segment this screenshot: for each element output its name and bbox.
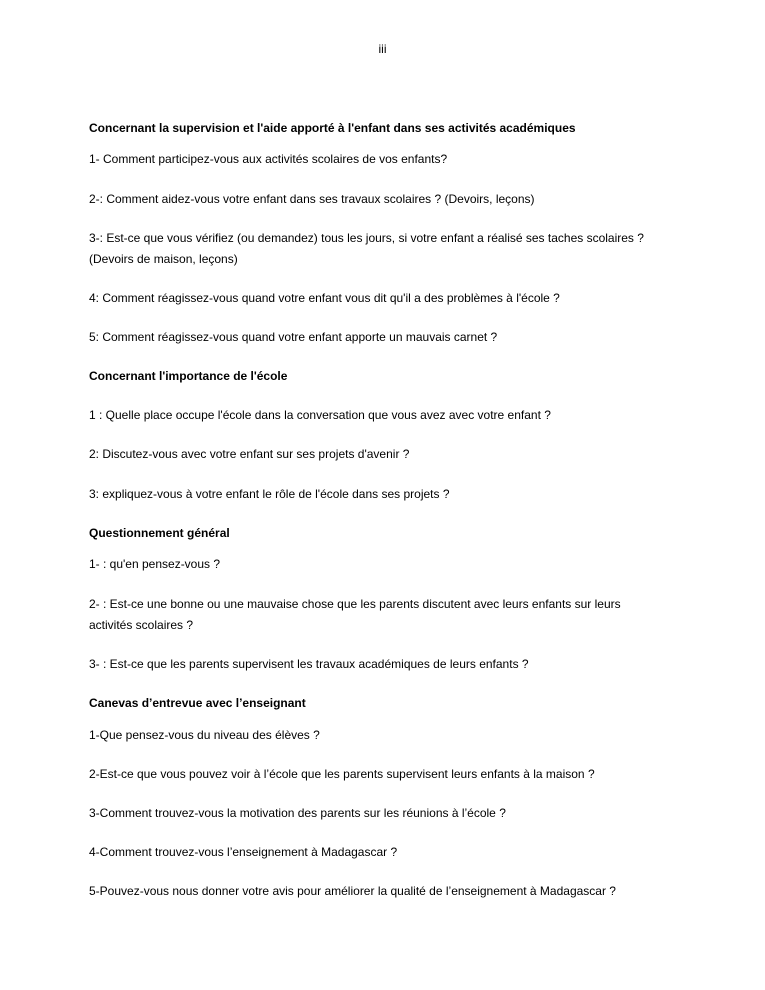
question-teacher-5: 5-Pouvez-vous nous donner votre avis pour améliorer la qualité de l’enseignement à Madagascar ?: [89, 884, 616, 898]
question-supervision-2: 2-: Comment aidez-vous votre enfant dans ses travaux scolaires ? (Devoirs, leçons): [89, 192, 535, 206]
section-heading-teacher: Canevas d’entrevue avec l’enseignant: [89, 696, 306, 710]
question-supervision-3-line2: (Devoirs de maison, leçons): [89, 252, 238, 266]
question-importance-2: 2: Discutez-vous avec votre enfant sur ses projets d'avenir ?: [89, 447, 410, 461]
question-teacher-1: 1-Que pensez-vous du niveau des élèves ?: [89, 728, 320, 742]
question-supervision-3-line1: 3-: Est-ce que vous vérifiez (ou demandez) tous les jours, si votre enfant a réalisé ses taches scolaires ?: [89, 231, 644, 245]
question-importance-1: 1 : Quelle place occupe l'école dans la conversation que vous avez avec votre enfant ?: [89, 408, 551, 422]
question-supervision-5: 5: Comment réagissez-vous quand votre enfant apporte un mauvais carnet ?: [89, 330, 498, 344]
question-supervision-4: 4: Comment réagissez-vous quand votre enfant vous dit qu'il a des problèmes à l'école ?: [89, 291, 560, 305]
section-heading-supervision: Concernant la supervision et l'aide apporté à l'enfant dans ses activités académiques: [89, 121, 576, 135]
question-general-3: 3- : Est-ce que les parents supervisent les travaux académiques de leurs enfants ?: [89, 657, 529, 671]
question-supervision-1: 1- Comment participez-vous aux activités scolaires de vos enfants?: [89, 152, 448, 166]
question-teacher-4: 4-Comment trouvez-vous l’enseignement à Madagascar ?: [89, 845, 398, 859]
question-teacher-2: 2-Est-ce que vous pouvez voir à l’école que les parents supervisent leurs enfants à la maison ?: [89, 767, 595, 781]
page-number: iii: [378, 42, 387, 56]
section-heading-importance: Concernant l'importance de l'école: [89, 369, 288, 383]
question-general-2-line1: 2- : Est-ce une bonne ou une mauvaise chose que les parents discutent avec leurs enfants sur leurs: [89, 597, 621, 611]
question-general-1: 1- : qu'en pensez-vous ?: [89, 557, 221, 571]
question-teacher-3: 3-Comment trouvez-vous la motivation des parents sur les réunions à l’école ?: [89, 806, 506, 820]
section-heading-general: Questionnement général: [89, 526, 230, 540]
question-importance-3: 3: expliquez-vous à votre enfant le rôle de l'école dans ses projets ?: [89, 487, 450, 501]
question-general-2-line2: activités scolaires ?: [89, 618, 194, 632]
